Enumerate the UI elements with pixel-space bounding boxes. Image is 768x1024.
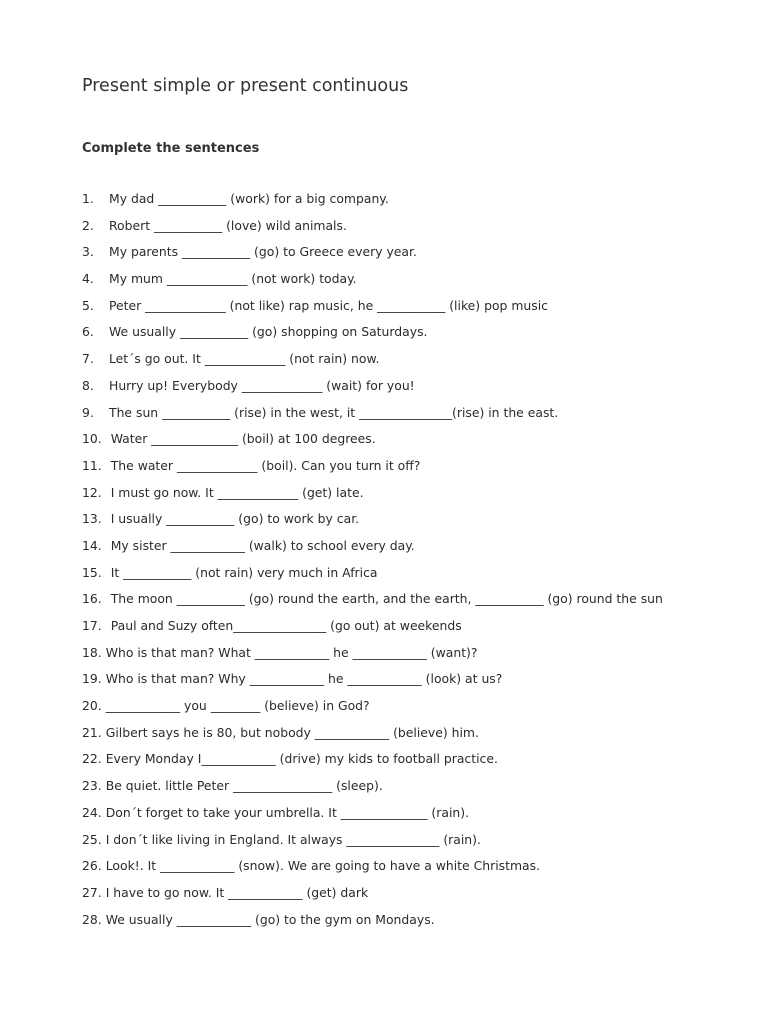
item-text: The moon ___________ (go) round the earth, and the earth, ___________ (go) round the sun: [110, 591, 663, 607]
item-number: 3.: [82, 244, 94, 260]
exercise-item: [82, 404, 742, 431]
item-number: 22.: [82, 751, 102, 767]
item-number: 11.: [82, 457, 102, 473]
item-text: It ___________ (not rain) very much in Africa: [110, 564, 378, 580]
exercise-item: [82, 750, 742, 777]
item-number: 10.: [82, 431, 102, 447]
item-number: 14.: [82, 537, 102, 553]
item-text: Gilbert says he is 80, but nobody ____________ (believe) him.: [105, 724, 479, 740]
exercise-item: [82, 243, 742, 270]
item-number: 17.: [82, 618, 102, 633]
item-text: Let´s go out. It _____________ (not rain) now.: [109, 351, 380, 367]
item-text: Paul and Suzy often_______________ (go out) at weekends: [110, 618, 462, 633]
item-number: 12.: [82, 484, 102, 500]
exercise-item: [82, 510, 742, 537]
exercise-item: [82, 350, 742, 377]
item-number: 1.: [82, 191, 94, 206]
exercise-item: [82, 484, 742, 511]
item-text: ____________ you ________ (believe) in God?: [105, 698, 370, 714]
item-text: I must go now. It _____________ (get) late.: [110, 484, 364, 500]
item-number: 7.: [82, 351, 94, 367]
instructions-heading: Complete the sentences: [82, 141, 260, 156]
item-text: My dad ___________ (work) for a big company.: [109, 191, 389, 206]
item-number: 8.: [82, 377, 94, 393]
item-number: 26.: [82, 858, 102, 874]
exercise-list: [82, 190, 742, 937]
exercise-item: [82, 217, 742, 244]
item-number: 20.: [82, 698, 102, 714]
item-text: We usually ____________ (go) to the gym on Mondays.: [105, 911, 435, 927]
item-number: 28.: [82, 911, 102, 927]
item-number: 4.: [82, 271, 94, 287]
item-text: I usually ___________ (go) to work by car.: [110, 511, 360, 527]
exercise-item: [82, 377, 742, 404]
exercise-item: [82, 617, 742, 644]
item-number: 23.: [82, 778, 102, 794]
item-text: My sister ____________ (walk) to school every day.: [110, 537, 415, 553]
exercise-item: [82, 430, 742, 457]
exercise-item: [82, 670, 742, 697]
exercise-item: [82, 804, 742, 831]
item-number: 18.: [82, 644, 102, 660]
exercise-item: [82, 884, 742, 911]
item-text: The water _____________ (boil). Can you turn it off?: [110, 457, 421, 473]
exercise-item: [82, 724, 742, 751]
exercise-item: [82, 564, 742, 591]
item-number: 6.: [82, 324, 94, 340]
item-text: Who is that man? What ____________ he ____________ (want)?: [105, 644, 478, 660]
item-number: 16.: [82, 591, 102, 607]
page-title: Present simple or present continuous: [82, 76, 409, 96]
item-text: Peter _____________ (not like) rap music, he ___________ (like) pop music: [109, 297, 548, 313]
item-text: My parents ___________ (go) to Greece every year.: [109, 244, 417, 260]
item-number: 19.: [82, 671, 102, 687]
item-number: 13.: [82, 511, 102, 527]
item-text: Be quiet. little Peter ________________ (sleep).: [105, 778, 383, 794]
exercise-item: [82, 857, 742, 884]
item-text: Hurry up! Everybody _____________ (wait) for you!: [109, 377, 415, 393]
exercise-item: [82, 697, 742, 724]
item-text: I don´t like living in England. It always _______________ (rain).: [105, 831, 481, 847]
item-text: Look!. It ____________ (snow). We are going to have a white Christmas.: [105, 858, 541, 874]
item-text: My mum _____________ (not work) today.: [109, 271, 357, 287]
item-number: 24.: [82, 804, 102, 820]
item-text: We usually ___________ (go) shopping on Saturdays.: [109, 324, 428, 340]
item-number: 15.: [82, 564, 102, 580]
exercise-item: [82, 190, 742, 217]
item-text: Robert ___________ (love) wild animals.: [109, 217, 347, 233]
item-number: 2.: [82, 217, 94, 233]
item-number: 21.: [82, 724, 102, 740]
exercise-item: [82, 644, 742, 671]
exercise-item: [82, 270, 742, 297]
exercise-item: [82, 297, 742, 324]
exercise-item: [82, 911, 742, 938]
item-text: Who is that man? Why ____________ he ____________ (look) at us?: [105, 671, 503, 687]
item-number: 9.: [82, 404, 94, 420]
item-text: Water ______________ (boil) at 100 degrees.: [110, 431, 376, 447]
item-text: Don´t forget to take your umbrella. It ______________ (rain).: [105, 804, 470, 820]
exercise-item: [82, 590, 742, 617]
item-text: Every Monday I____________ (drive) my kids to football practice.: [105, 751, 498, 767]
item-number: 27.: [82, 884, 102, 900]
item-number: 25.: [82, 831, 102, 847]
item-text: I have to go now. It ____________ (get) dark: [105, 884, 369, 900]
item-number: 5.: [82, 297, 94, 313]
exercise-item: [82, 537, 742, 564]
item-text: The sun ___________ (rise) in the west, it _______________(rise) in the east.: [109, 404, 559, 420]
exercise-item: [82, 457, 742, 484]
exercise-item: [82, 777, 742, 804]
exercise-item: [82, 323, 742, 350]
exercise-item: [82, 831, 742, 858]
